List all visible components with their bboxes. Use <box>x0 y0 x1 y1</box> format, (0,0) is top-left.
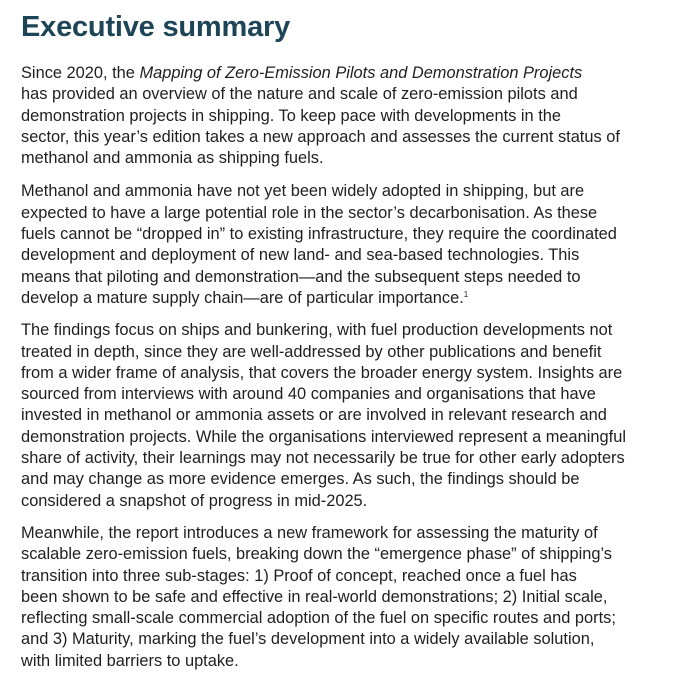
text-line: share of activity, their learnings may not necessarily be true for other early adopters <box>21 449 625 468</box>
text-line: Meanwhile, the report introduces a new framework for assessing the maturity of <box>21 523 598 542</box>
text-line: and may change as more evidence emerges. As such, the findings should be <box>21 470 580 489</box>
paragraph-intro <box>21 63 671 169</box>
text-line: invested in methanol or ammonia assets or are involved in relevant research and <box>21 406 607 425</box>
text-run: Since 2020, the <box>21 64 140 82</box>
text-line: been shown to be safe and effective in real-world demonstrations; 2) Initial scale, <box>21 587 608 606</box>
text-line: sector, this year’s edition takes a new approach and assesses the current status of <box>21 127 620 146</box>
paragraph-fuels <box>21 181 671 309</box>
text-line <box>21 288 671 309</box>
text-line: with limited barriers to uptake. <box>21 651 239 670</box>
footnote-marker[interactable]: 1 <box>463 289 469 299</box>
document-page <box>21 0 671 672</box>
text-line: treated in depth, since they are well-addressed by other publications and benefit <box>21 342 602 361</box>
paragraph-framework <box>21 523 671 672</box>
text-line: sourced from interviews with around 40 companies and organisations that have <box>21 385 596 404</box>
text-line: development and deployment of new land- and sea-based technologies. This <box>21 246 580 265</box>
text-line: from a wider frame of analysis, that covers the broader energy system. Insights are <box>21 363 623 382</box>
text-line: transition into three sub-stages: 1) Proof of concept, reached once a fuel has <box>21 566 577 585</box>
paragraph-findings <box>21 320 671 512</box>
text-line: methanol and ammonia as shipping fuels. <box>21 149 324 168</box>
page-title: Executive summary <box>21 11 291 43</box>
text-line <box>21 63 671 84</box>
text-line: scalable zero-emission fuels, breaking down the “emergence phase” of shipping’s <box>21 545 612 564</box>
text-line: demonstration projects. While the organisations interviewed represent a meaningful <box>21 427 626 446</box>
text-line: demonstration projects in shipping. To keep pace with developments in the <box>21 106 562 125</box>
text-line: fuels cannot be “dropped in” to existing infrastructure, they require the coordinated <box>21 225 617 244</box>
text-line: reflecting small-scale commercial adoption of the fuel on specific routes and ports; <box>21 609 616 628</box>
text-line: means that piloting and demonstration—and the subsequent steps needed to <box>21 267 581 286</box>
text-line: and 3) Maturity, marking the fuel’s development into a widely available solution, <box>21 630 595 649</box>
text-line: has provided an overview of the nature and scale of zero-emission pilots and <box>21 85 578 104</box>
text-line: expected to have a large potential role in the sector’s decarbonisation. As these <box>21 203 598 222</box>
text-line: considered a snapshot of progress in mid-2025. <box>21 491 368 510</box>
publication-title: Mapping of Zero-Emission Pilots and Demonstration Projects <box>139 64 583 82</box>
text-line: Methanol and ammonia have not yet been widely adopted in shipping, but are <box>21 182 585 201</box>
text-line: The findings focus on ships and bunkering, with fuel production developments not <box>21 321 613 340</box>
text-run: develop a mature supply chain—are of particular importance. <box>21 288 464 307</box>
